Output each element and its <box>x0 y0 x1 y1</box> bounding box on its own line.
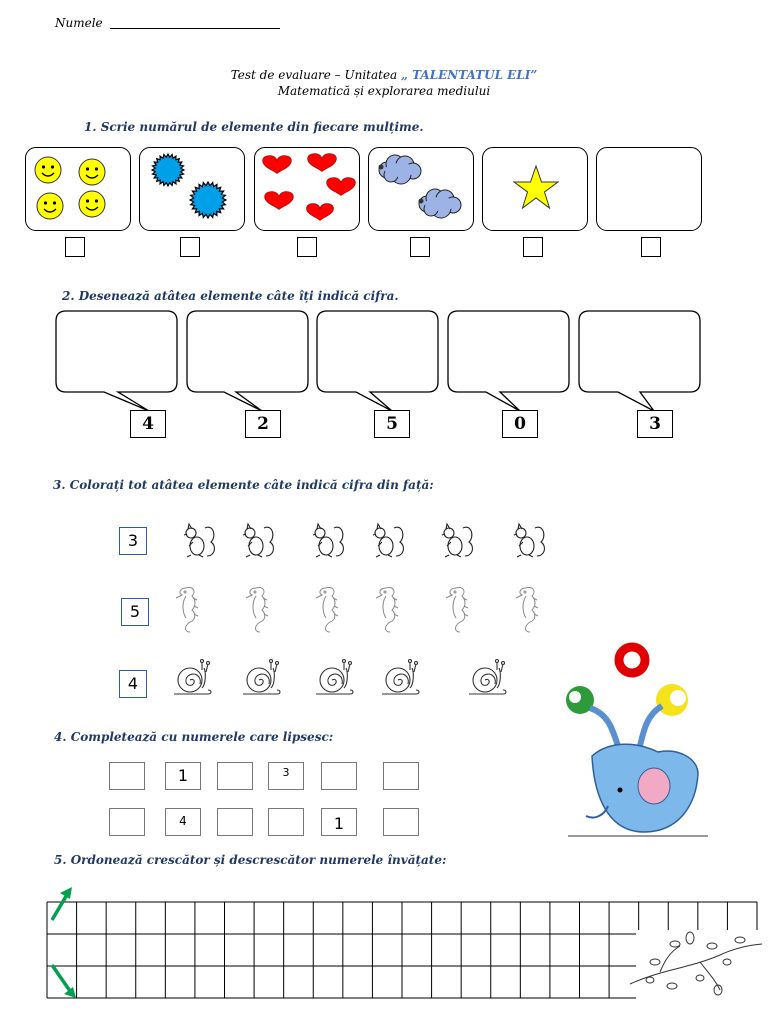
down-arrow-icon <box>52 965 76 998</box>
task5-heading: 5. Ordonează crescător și descrescător numerele învățate: <box>54 853 447 867</box>
page-title: Test de evaluare – Unitatea „ TALENTATUL ELI” <box>230 68 538 82</box>
up-arrow-icon <box>52 887 72 920</box>
number-box-r1c4: 3 <box>268 762 304 790</box>
task3-heading: 3. Colorați tot atâtea elemente câte indică cifra din față: <box>53 478 434 492</box>
page-subtitle: Matematică și explorarea mediului <box>277 84 491 98</box>
count-box-seahorses: 5 <box>121 598 149 626</box>
digit-box-1: 4 <box>130 410 166 438</box>
task1-heading: 1. Scrie numărul de elemente din fiecare mulțime. <box>84 120 424 134</box>
unit-name: „ TALENTATUL ELI” <box>401 68 538 82</box>
task4-heading: 4. Completează cu numerele care lipsesc: <box>54 730 334 744</box>
count-box-squirrels: 3 <box>119 527 147 555</box>
count-box-snails: 4 <box>119 670 147 698</box>
number-box-r2c5: 1 <box>321 808 357 836</box>
name-label: Numele <box>55 16 103 30</box>
digit-box-5: 3 <box>637 410 673 438</box>
branch-decoration <box>630 930 768 1000</box>
number-box-r1c2: 1 <box>165 762 201 790</box>
digit-box-2: 2 <box>245 410 281 438</box>
digit-box-3: 5 <box>374 410 410 438</box>
number-box-r2c2: 4 <box>165 808 201 836</box>
task2-heading: 2. Desenează atâtea elemente câte îți indică cifra. <box>62 289 399 303</box>
digit-box-4: 0 <box>502 410 538 438</box>
